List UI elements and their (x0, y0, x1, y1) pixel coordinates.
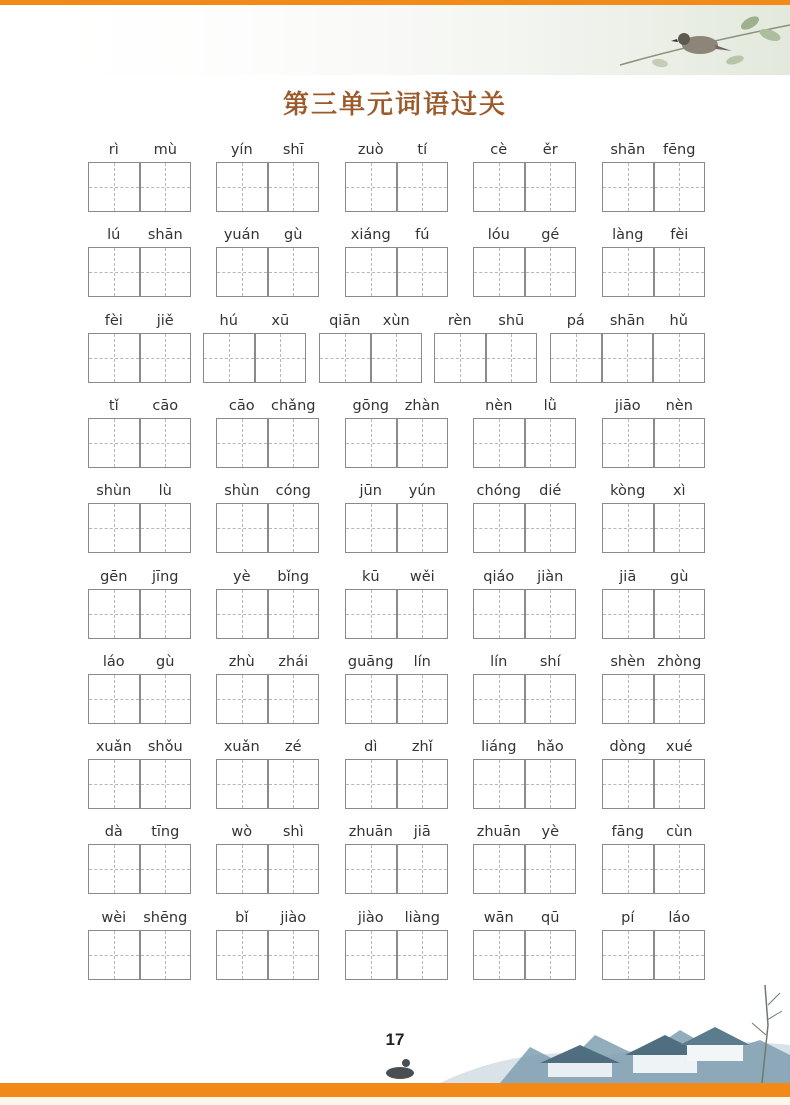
word-entry (319, 311, 422, 386)
pinyin-label: zhǐ (411, 739, 433, 756)
writing-cell[interactable] (473, 162, 525, 212)
pinyin-label: cāo (152, 397, 179, 414)
word-entry (473, 140, 576, 215)
word-entry (345, 822, 448, 897)
pinyin-label: fāng (611, 824, 644, 841)
pinyin-label: jiàn (537, 568, 564, 585)
writing-cell[interactable] (550, 333, 602, 383)
pinyin-label: làng (612, 227, 644, 244)
word-entry (602, 822, 705, 897)
pinyin-label: shèn (610, 653, 646, 670)
village-landscape-icon (380, 985, 790, 1083)
word-entry (602, 908, 705, 983)
pinyin-label: rì (108, 142, 119, 158)
word-entry (473, 737, 576, 812)
writing-cell[interactable] (216, 418, 268, 468)
pinyin-label: yín (230, 142, 253, 158)
writing-cell[interactable] (397, 162, 449, 212)
word-entry (216, 652, 319, 727)
pinyin-label: gōng (352, 397, 389, 414)
pinyin-label: liàng (404, 909, 440, 926)
word-entry (345, 481, 448, 556)
writing-cell[interactable] (203, 333, 255, 383)
writing-cell[interactable] (345, 418, 397, 468)
pinyin-label: shí (539, 653, 561, 670)
pinyin-label: qū (541, 909, 560, 926)
writing-cell[interactable] (602, 589, 654, 639)
pinyin-label: nèn (665, 397, 693, 414)
writing-cell[interactable] (434, 333, 486, 383)
writing-cell[interactable] (345, 247, 397, 297)
pinyin-label: shǒu (147, 739, 183, 756)
writing-cell[interactable] (525, 589, 577, 639)
pinyin-label: fēng (663, 142, 696, 158)
writing-cell[interactable] (525, 247, 577, 297)
writing-cell[interactable] (268, 589, 320, 639)
pinyin-label: yuán (223, 227, 260, 244)
writing-cell[interactable] (473, 930, 525, 980)
word-entry (216, 908, 319, 983)
writing-cell[interactable] (268, 162, 320, 212)
word-entry (345, 140, 448, 215)
writing-cell[interactable] (473, 247, 525, 297)
word-entry (88, 140, 191, 215)
word-entry (216, 481, 319, 556)
pinyin-label: jiā (619, 568, 637, 585)
pinyin-label: chǎng (271, 397, 316, 414)
pinyin-label: xué (665, 739, 693, 756)
writing-cell[interactable] (88, 418, 140, 468)
writing-cell[interactable] (654, 247, 706, 297)
writing-cell[interactable] (371, 333, 423, 383)
pinyin-label: gù (670, 568, 689, 585)
writing-cell[interactable] (88, 674, 140, 724)
writing-cell[interactable] (216, 844, 268, 894)
word-entry (345, 737, 448, 812)
writing-cell[interactable] (473, 589, 525, 639)
word-entry (88, 311, 191, 386)
pinyin-label: kòng (610, 483, 646, 500)
word-entry (602, 140, 705, 215)
writing-cell[interactable] (397, 674, 449, 724)
pinyin-label: yè (232, 568, 251, 585)
pinyin-label: gù (284, 227, 303, 244)
pinyin-label: jiào (280, 909, 307, 926)
pinyin-label: hú (219, 312, 238, 329)
pinyin-label: fèi (104, 312, 123, 329)
writing-cell[interactable] (602, 418, 654, 468)
pinyin-label: xiáng (350, 227, 391, 244)
pinyin-label: rèn (447, 312, 472, 329)
pinyin-label: liáng (481, 739, 517, 756)
writing-cell[interactable] (397, 503, 449, 553)
writing-cell[interactable] (654, 844, 706, 894)
writing-cell[interactable] (88, 162, 140, 212)
pinyin-label: zhù (228, 653, 255, 670)
writing-cell[interactable] (88, 930, 140, 980)
writing-cell[interactable] (140, 162, 192, 212)
writing-cell[interactable] (654, 589, 706, 639)
bottom-strip (0, 1097, 790, 1105)
word-entry (602, 652, 705, 727)
word-entry (602, 737, 705, 812)
word-entry (345, 652, 448, 727)
word-entry (473, 396, 576, 471)
writing-cell[interactable] (525, 418, 577, 468)
pinyin-label: shān (610, 142, 646, 158)
writing-cell[interactable] (268, 930, 320, 980)
writing-cell[interactable] (268, 418, 320, 468)
word-entry (88, 652, 191, 727)
writing-cell[interactable] (88, 589, 140, 639)
pinyin-label: jiào (357, 909, 384, 926)
writing-cell[interactable] (88, 844, 140, 894)
pinyin-label: tí (417, 142, 428, 158)
writing-cell[interactable] (654, 418, 706, 468)
writing-cell[interactable] (216, 503, 268, 553)
pinyin-label: cóng (275, 483, 311, 500)
writing-cell[interactable] (602, 674, 654, 724)
word-entry (88, 822, 191, 897)
writing-cell[interactable] (216, 674, 268, 724)
pinyin-label: shān (609, 312, 645, 329)
pinyin-label: cè (490, 142, 508, 158)
word-entry (345, 908, 448, 983)
writing-cell[interactable] (525, 930, 577, 980)
writing-cell[interactable] (602, 162, 654, 212)
pinyin-label: lú (107, 227, 121, 244)
pinyin-label: cāo (228, 397, 255, 414)
pinyin-label: tǐ (108, 397, 119, 414)
word-entry (216, 225, 319, 300)
writing-cell[interactable] (216, 247, 268, 297)
word-entry (88, 396, 191, 471)
writing-cell[interactable] (345, 930, 397, 980)
pinyin-label: dà (104, 824, 123, 841)
word-entry (216, 737, 319, 812)
writing-cell[interactable] (140, 418, 192, 468)
pinyin-label: chóng (476, 483, 521, 500)
pinyin-label: láo (668, 909, 691, 926)
pinyin-label: pá (566, 312, 585, 329)
pinyin-label: hǔ (669, 312, 688, 329)
writing-cell[interactable] (602, 247, 654, 297)
writing-cell[interactable] (602, 844, 654, 894)
pinyin-label: tīng (151, 824, 180, 841)
pinyin-label: jiě (156, 312, 174, 329)
writing-cell[interactable] (216, 759, 268, 809)
writing-cell[interactable] (319, 333, 371, 383)
writing-cell[interactable] (345, 674, 397, 724)
writing-cell[interactable] (486, 333, 538, 383)
writing-cell[interactable] (397, 247, 449, 297)
pinyin-label: bǐng (277, 568, 310, 585)
writing-cell[interactable] (140, 930, 192, 980)
pinyin-label: lín (413, 653, 431, 670)
pinyin-label: shū (498, 312, 525, 329)
word-entry (602, 567, 705, 642)
pinyin-label: shēng (143, 909, 188, 926)
pinyin-label: jūn (359, 483, 382, 500)
word-entry (216, 396, 319, 471)
writing-cell[interactable] (602, 333, 654, 383)
writing-cell[interactable] (216, 930, 268, 980)
pinyin-label: lóu (487, 227, 510, 244)
writing-cell[interactable] (654, 930, 706, 980)
pinyin-label: xì (672, 483, 686, 500)
pinyin-label: xuǎn (223, 739, 260, 756)
writing-cell[interactable] (268, 844, 320, 894)
pinyin-label: zhòng (657, 653, 702, 670)
word-entry (473, 908, 576, 983)
pinyin-label: fèi (670, 227, 689, 244)
word-entry (345, 396, 448, 471)
writing-cell[interactable] (140, 844, 192, 894)
pinyin-label: xū (271, 312, 290, 329)
word-entry (550, 311, 705, 386)
pinyin-label: dòng (609, 739, 646, 756)
writing-cell[interactable] (268, 674, 320, 724)
writing-cell[interactable] (602, 930, 654, 980)
writing-cell[interactable] (473, 759, 525, 809)
writing-cell[interactable] (345, 162, 397, 212)
writing-cell[interactable] (345, 759, 397, 809)
pinyin-label: zhuān (348, 824, 393, 841)
writing-cell[interactable] (345, 503, 397, 553)
pinyin-label: mù (153, 142, 177, 158)
writing-cell[interactable] (140, 759, 192, 809)
word-entry (88, 225, 191, 300)
word-entry (473, 567, 576, 642)
pinyin-label: guāng (347, 653, 394, 670)
pinyin-label: shì (282, 824, 304, 841)
writing-cell[interactable] (525, 162, 577, 212)
word-entry (88, 737, 191, 812)
writing-cell[interactable] (397, 418, 449, 468)
writing-cell[interactable] (216, 589, 268, 639)
pinyin-label: shī (282, 142, 304, 158)
writing-cell[interactable] (397, 930, 449, 980)
writing-cell[interactable] (88, 247, 140, 297)
word-entry (473, 652, 576, 727)
writing-cell[interactable] (140, 333, 192, 383)
pinyin-label: yún (408, 483, 436, 500)
writing-cell[interactable] (473, 418, 525, 468)
pinyin-label: zhuān (476, 824, 521, 841)
pinyin-label: zhàn (404, 397, 440, 414)
word-entry (88, 567, 191, 642)
pinyin-label: láo (102, 653, 125, 670)
writing-cell[interactable] (654, 162, 706, 212)
pinyin-label: jiāo (614, 397, 641, 414)
writing-cell[interactable] (654, 674, 706, 724)
word-entry (88, 481, 191, 556)
pinyin-label: fú (415, 227, 430, 244)
word-entry (345, 567, 448, 642)
writing-cell[interactable] (473, 503, 525, 553)
writing-cell[interactable] (88, 759, 140, 809)
word-entry (203, 311, 306, 386)
word-entry (216, 567, 319, 642)
pinyin-label: wěi (409, 568, 435, 585)
pinyin-label: ěr (542, 142, 558, 158)
pinyin-label: shùn (224, 483, 260, 500)
pinyin-label: wèi (101, 909, 127, 926)
word-entry (602, 481, 705, 556)
writing-cell[interactable] (88, 333, 140, 383)
pinyin-label: cùn (666, 824, 693, 841)
pinyin-label: qiáo (483, 568, 515, 585)
word-entry (434, 311, 537, 386)
writing-cell[interactable] (525, 759, 577, 809)
writing-cell[interactable] (602, 759, 654, 809)
writing-cell[interactable] (268, 759, 320, 809)
writing-cell[interactable] (140, 589, 192, 639)
writing-cell[interactable] (216, 162, 268, 212)
pinyin-label: kū (361, 568, 380, 585)
writing-cell[interactable] (654, 503, 706, 553)
writing-cell[interactable] (268, 247, 320, 297)
writing-cell[interactable] (525, 503, 577, 553)
pinyin-label: shān (147, 227, 183, 244)
word-entry (473, 225, 576, 300)
pinyin-label: jīng (152, 568, 179, 585)
bottom-accent-bar (0, 1083, 790, 1097)
pinyin-label: jiā (413, 824, 431, 841)
pinyin-label: yè (541, 824, 559, 841)
writing-cell[interactable] (473, 844, 525, 894)
pinyin-label: wān (483, 909, 514, 926)
pinyin-label: xùn (382, 312, 410, 329)
pinyin-label: gù (156, 653, 175, 670)
word-entry (345, 225, 448, 300)
word-entry (602, 225, 705, 300)
pinyin-label: lǜ (543, 397, 557, 414)
page-number: 17 (385, 1030, 405, 1049)
pinyin-label: wò (231, 824, 253, 841)
pinyin-label: hǎo (536, 739, 564, 756)
pinyin-label: lù (158, 483, 172, 500)
writing-cell[interactable] (255, 333, 307, 383)
writing-cell[interactable] (345, 589, 397, 639)
writing-cell[interactable] (88, 503, 140, 553)
pinyin-label: dié (539, 483, 562, 500)
writing-cell[interactable] (345, 844, 397, 894)
pinyin-label: lín (490, 653, 508, 670)
writing-cell[interactable] (525, 844, 577, 894)
writing-cell[interactable] (397, 759, 449, 809)
pinyin-label: qiān (329, 312, 361, 329)
pinyin-label: nèn (485, 397, 513, 414)
pinyin-label: zhái (278, 653, 309, 670)
writing-cell[interactable] (268, 503, 320, 553)
pinyin-label: gé (541, 227, 560, 244)
word-entry (473, 822, 576, 897)
word-entry (216, 822, 319, 897)
writing-cell[interactable] (140, 674, 192, 724)
pinyin-label: zé (284, 739, 302, 756)
word-entry (216, 140, 319, 215)
writing-cell[interactable] (140, 503, 192, 553)
writing-cell[interactable] (602, 503, 654, 553)
pinyin-label: zuò (357, 142, 384, 158)
page-title: 第三单元词语过关 (282, 90, 507, 120)
word-entry (473, 481, 576, 556)
writing-cell[interactable] (654, 759, 706, 809)
writing-cell[interactable] (473, 674, 525, 724)
pinyin-label: bǐ (235, 909, 249, 926)
word-entry (602, 396, 705, 471)
writing-cell[interactable] (397, 844, 449, 894)
writing-cell[interactable] (525, 674, 577, 724)
pinyin-label: gēn (100, 568, 128, 585)
pinyin-label: xuǎn (95, 739, 132, 756)
writing-cell[interactable] (397, 589, 449, 639)
writing-cell[interactable] (653, 333, 705, 383)
pinyin-label: pí (621, 909, 635, 926)
pinyin-label: shùn (96, 483, 132, 500)
word-entry (88, 908, 191, 983)
pinyin-label: dì (364, 739, 378, 756)
writing-cell[interactable] (140, 247, 192, 297)
